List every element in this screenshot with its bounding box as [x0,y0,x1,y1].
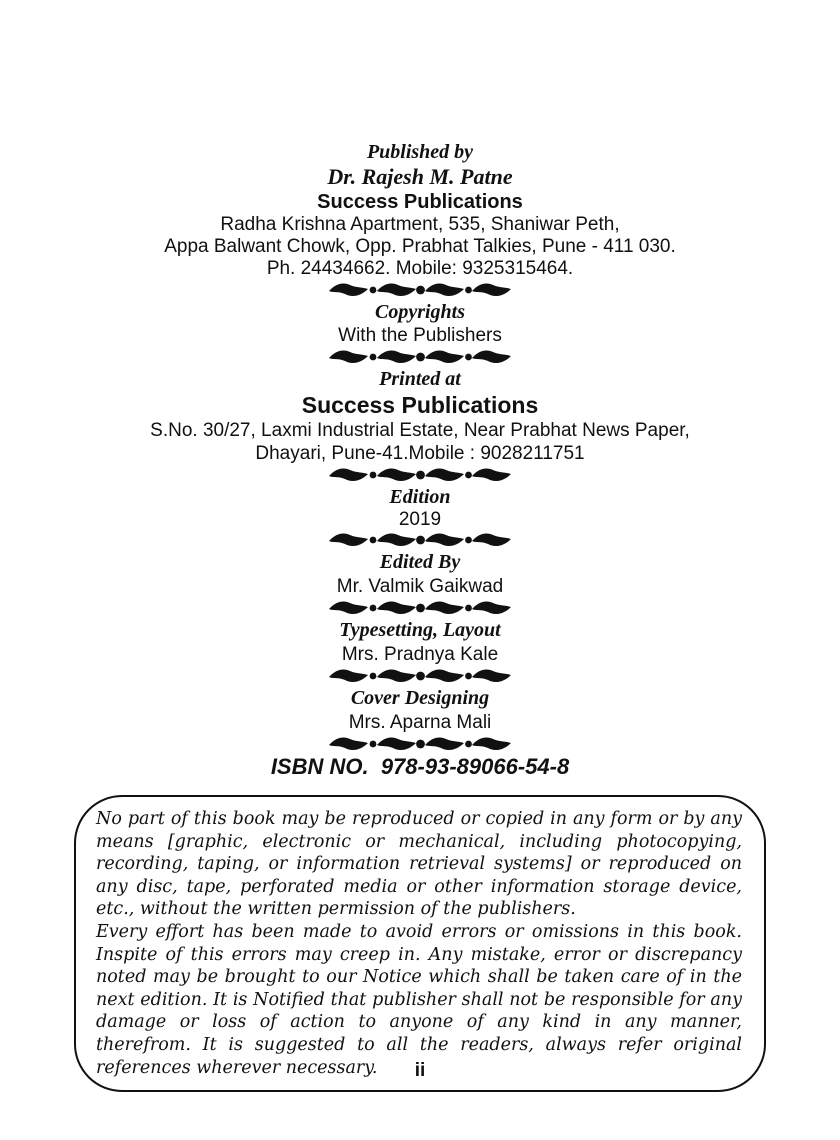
cover-designing-heading: Cover Designing [350,687,490,709]
cover-designer-name: Mrs. Aparna Mali [348,712,492,733]
typesetting-heading: Typesetting, Layout [339,619,501,641]
printer-address-line-1: S.No. 30/27, Laxmi Industrial Estate, Near Prabhat News Paper, [150,420,690,441]
copyrights-value: With the Publishers [338,325,502,346]
typesetting-section [0,618,840,666]
printed-at-section [0,367,840,465]
edition-heading: Edition [389,486,451,508]
publisher-name: Dr. Rajesh M. Patne [327,164,513,189]
edition-value: 2019 [398,509,442,530]
leaf-divider-ornament [0,467,840,483]
printed-at-heading: Printed at [379,368,461,390]
printer-company: Success Publications [301,392,539,418]
publisher-address-line-2: Appa Balwant Chowk, Opp. Prabhat Talkies, Pune - 411 030. [164,236,676,257]
disclaimer-paragraph-1: No part of this book may be reproduced or copied in any form or by any means [graphic, electronic or mechanical, including photocopying, recording, taping, or information retrieval systems] or reproduced on any disc, tape, perforated media or other information storage device, etc., without the written permission of the publishers. [96,809,742,920]
publisher-address-line-1: Radha Krishna Apartment, 535, Shaniwar Peth, [220,214,620,235]
cover-designing-section [0,686,840,734]
edition-section [0,485,840,530]
copyrights-heading: Copyrights [374,301,466,323]
leaf-divider-ornament [0,736,840,752]
leaf-divider-ornament [0,600,840,616]
edited-by-heading: Edited By [379,551,461,573]
copyrights-section [0,300,840,347]
published-by-heading: Published by [366,141,474,163]
printer-address-line-2: Dhayari, Pune-41.Mobile : 9028211751 [255,443,585,464]
leaf-divider-ornament [0,349,840,365]
publisher-section [0,140,840,280]
edited-by-section [0,550,840,598]
disclaimer-paragraph-2: Every effort has been made to avoid errors or omissions in this book. Inspite of this errors may creep in. Any mistake, error or discrepancy noted may be brought to our Notice which shall be taken care of in the next edition. It is Notified that publisher shall not be responsible for any damage or loss of action to anyone of any kind in any manner, therefrom. It is suggested to all the readers, always refer original references wherever necessary. [96,921,742,1078]
leaf-divider-ornament [0,668,840,684]
disclaimer-box [74,795,766,1092]
publisher-company: Success Publications [317,191,523,213]
leaf-divider-ornament [0,282,840,298]
typesetter-name: Mrs. Pradnya Kale [341,644,499,665]
isbn-number: ISBN NO. 978-93-89066-54-8 [270,754,570,779]
publisher-address-line-3: Ph. 24434662. Mobile: 9325315464. [266,258,574,279]
leaf-divider-ornament [0,532,840,548]
page-number: ii [414,1060,426,1081]
editor-name: Mr. Valmik Gaikwad [336,576,504,597]
